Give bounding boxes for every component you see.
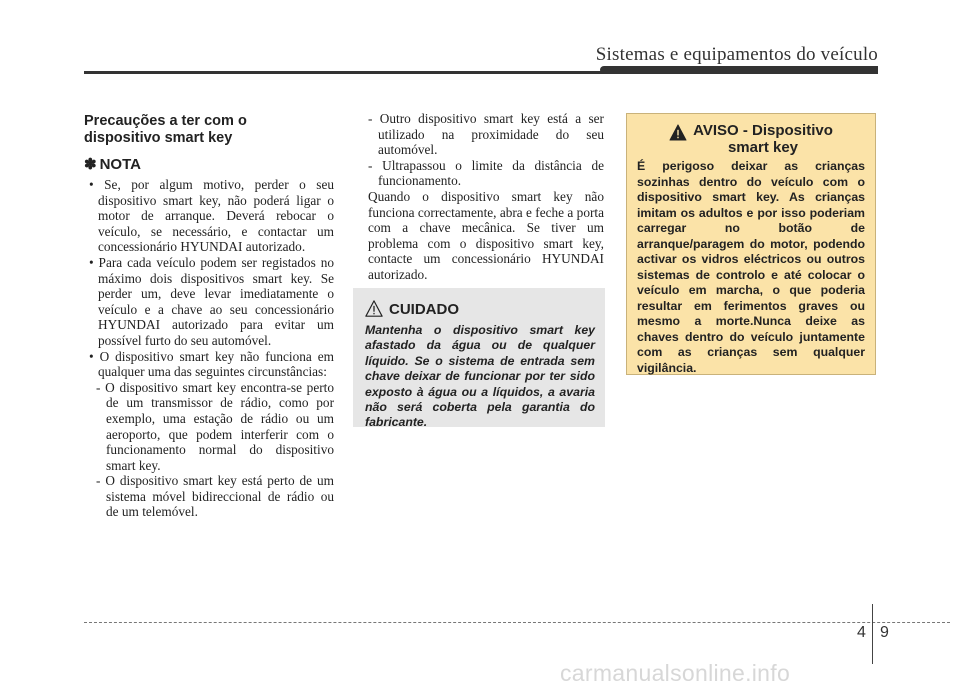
aviso-title-line-1: AVISO - Dispositivo	[693, 122, 833, 139]
section-title-line-1: Precauções a ter com o	[84, 113, 247, 129]
warning-triangle-icon	[365, 300, 383, 318]
aviso-title	[693, 122, 833, 156]
nota-bullet-1: • Se, por algum motivo, perder o seu dispositivo smart key, não poderá ligar o motor de arranque. Deverá rebocar o veículo, se necessário, e contactar um concessionário HYUNDAI autorizado.	[89, 177, 334, 255]
nota-bullet-2: • Para cada veículo podem ser registados no máximo dois dispositivos smart key. Se perder um, deve levar imediatamente o veículo e a chave ao seu concessionário HYUNDAI autorizado para evitar um possível furto do seu automóvel.	[89, 254, 334, 348]
cuidado-header	[365, 300, 595, 318]
aviso-title-line-2: smart key	[727, 139, 799, 156]
nota-dash-2: - O dispositivo smart key está perto de um sistema móvel bidireccional de rádio ou de um telemóvel.	[96, 473, 334, 520]
left-column	[84, 113, 334, 520]
nota-dash-1: - O dispositivo smart key encontra-se perto de um transmissor de rádio, como por exemplo, uma estação de rádio ou um aeroporto, que podem interferir com o funcionamento normal do dispositivo smart key.	[96, 379, 334, 473]
header-rule-accent	[600, 66, 878, 74]
nota-label: NOTA	[99, 156, 141, 173]
cuidado-title: CUIDADO	[389, 300, 459, 318]
middle-dash-1: - Outro dispositivo smart key está a ser utilizado na proximidade do seu automóvel.	[368, 111, 604, 158]
section-title	[84, 113, 334, 147]
section-title-line-2: dispositivo smart key	[84, 130, 233, 146]
aviso-header	[637, 122, 865, 156]
footer-divider	[872, 604, 873, 664]
middle-dash-2: - Ultrapassou o limite da distância de funcionamento.	[368, 157, 604, 189]
chapter-number: 4	[857, 624, 866, 641]
middle-paragraph: Quando o dispositivo smart key não funciona correctamente, abra e feche a porta com a chave mecânica. Se tiver um problema com o dispositivo smart key, contacte um concessionário HYUNDAI autorizado.	[368, 188, 604, 282]
middle-column	[368, 111, 604, 283]
cuidado-text: Mantenha o dispositivo smart key afastado da água ou de qualquer líquido. Se o sistema de entrada sem chave deixar de funcionar por ter sido exposto à água ou a líquidos, a avaria não será coberta pela garantia do fabricante.	[365, 323, 595, 430]
warning-triangle-icon	[669, 124, 687, 141]
nota-bullet-3: • O dispositivo smart key não funciona em qualquer uma das seguintes circunstâncias:	[89, 348, 334, 380]
cuidado-box	[353, 288, 605, 430]
watermark: carmanualsonline.info	[560, 660, 791, 686]
page-number: 9	[880, 624, 889, 641]
aviso-box	[626, 113, 876, 375]
header-title: Sistemas e equipamentos do veículo	[595, 44, 878, 65]
footer-rule	[84, 622, 950, 623]
aviso-text: É perigoso deixar as crianças sozinhas dentro do veículo com o dispositivo smart key. As crianças imitam os adultos e por isso poderiam carregar no botão de arranque/paragem do motor, podendo activar os vidros eléctricos ou outros sistemas de controlo e até colocar o veículo em marcha, o que poderia resultar em ferimentos graves ou mesmo a morte.Nunca deixe as chaves dentro do veículo juntamente com as crianças sem qualquer vigilância.	[637, 159, 865, 375]
nota-heading	[84, 155, 334, 173]
nota-star-icon: ✽	[84, 156, 97, 173]
